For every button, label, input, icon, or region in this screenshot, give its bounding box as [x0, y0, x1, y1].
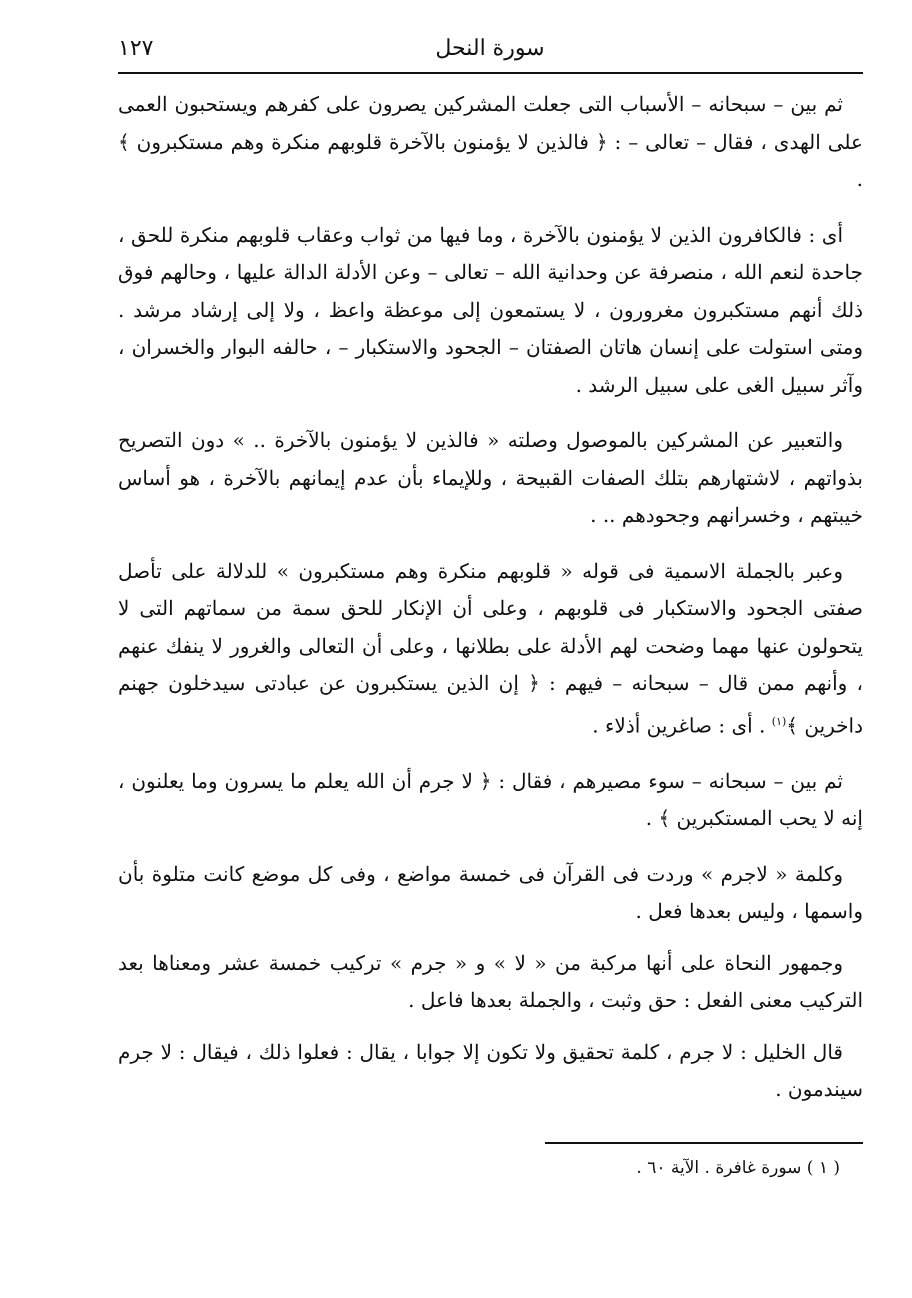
paragraph-4-main: وعبر بالجملة الاسمية فى قوله « قلوبهم منكرة وهم مستكبرون » للدلالة على تأصل صفتى الجحود والاستكبار فى قلوبهم ، وعلى أن الإنكار للحق سمة من سماتهم التى لا يتحولون عنها مهما وضحت لهم الأدلة على بطلانها ، وعلى أن التعالى والغرور لا ينفك عنهم ، وأنهم ممن قال – سبحانه – فيهم : ﴿ إن الذين يستكبرون عن عبادتى سيدخلون جهنم داخرين ﴾: [118, 558, 863, 738]
footnote: ( ١ ) سورة غافرة . الآية ٦٠ .: [636, 1158, 840, 1178]
paragraph-4-tail: . أى : صاغرين أذلاء .: [592, 713, 766, 738]
footnote-divider: [545, 1142, 863, 1144]
paragraph-5: ثم بين – سبحانه – سوء مصيرهم ، فقال : ﴿ لا جرم أن الله يعلم ما يسرون وما يعلنون ، إنه لا يحب المستكبرين ﴾ .: [118, 768, 863, 831]
surah-title: سورة النحل: [435, 36, 545, 61]
paragraph-4: [118, 553, 863, 745]
header-divider: [118, 72, 863, 74]
paragraph-3: والتعبير عن المشركين بالموصول وصلته « فالذين لا يؤمنون بالآخرة .. » دون التصريح بذواتهم ، لاشتهارهم بتلك الصفات القبيحة ، وللإيماء بأن عدم إيمانهم بالآخرة ، هو أساس خيبتهم ، وخسرانهم وجحودهم .. .: [118, 428, 863, 527]
paragraph-7: وجمهور النحاة على أنها مركبة من « لا » و « جرم » تركيب خمسة عشر ومعناها بعد التركيب معنى الفعل : حق وثبت ، والجملة بعدها فاعل .: [118, 950, 863, 1013]
paragraph-2: أى : فالكافرون الذين لا يؤمنون بالآخرة ، وما فيها من ثواب وعقاب قلوبهم منكرة للحق ، جاحدة لنعم الله ، منصرفة عن وحدانية الله – تعالى – وعن الأدلة الدالة عليها ، وحالهم فوق ذلك أنهم مستكبرون مغرورون ، لا يستمعون إلى موعظة واعظ ، ولا إلى إرشاد مرشد . ومتى استولت على إنسان هاتان الصفتان – الجحود والاستكبار – ، حالفه البوار والخسران ، وآثر سبيل الغى على سبيل الرشد .: [118, 222, 863, 397]
page-number: ١٢٧: [118, 36, 154, 61]
tafsir-body: [118, 86, 863, 1123]
footnote-reference-mark: (١): [771, 714, 787, 728]
paragraph-6: وكلمة « لاجرم » وردت فى القرآن فى خمسة مواضع ، وفى كل موضع كانت متلوة بأن واسمها ، وليس بعدها فعل .: [118, 861, 863, 924]
page-header: [118, 28, 862, 68]
paragraph-1: ثم بين – سبحانه – الأسباب التى جعلت المشركين يصرون على كفرهم ويستحبون العمى على الهدى ، فقال – تعالى – : ﴿ فالذين لا يؤمنون بالآخرة قلوبهم منكرة وهم مستكبرون ﴾ .: [118, 92, 863, 191]
paragraph-8: قال الخليل : لا جرم ، كلمة تحقيق ولا تكون إلا جوابا ، يقال : فعلوا ذلك ، فيقال : لا جرم سيندمون .: [118, 1039, 863, 1102]
